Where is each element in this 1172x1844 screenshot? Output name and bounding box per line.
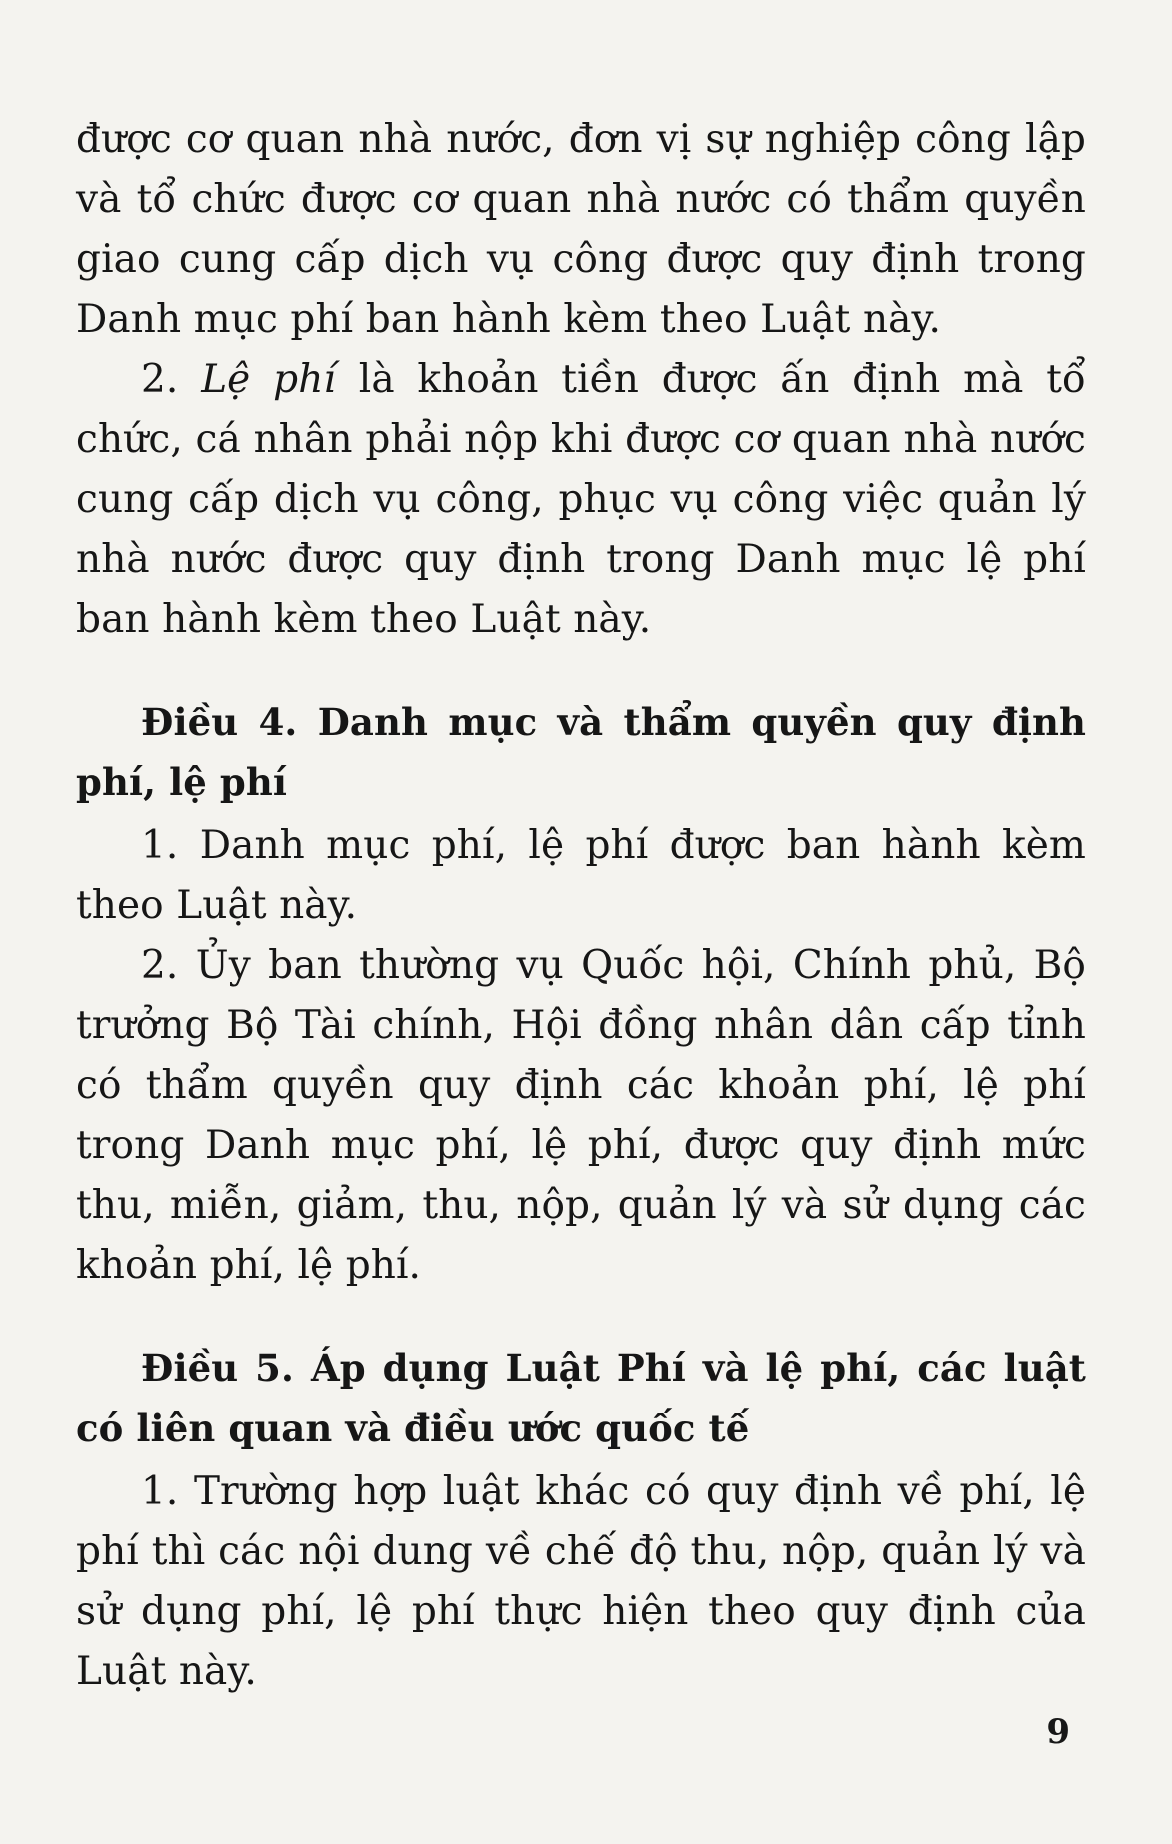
paragraph-le-phi-definition (76, 350, 1086, 650)
article-4-clause-1: 1. Danh mục phí, lệ phí được ban hành kèm theo Luật này. (76, 823, 1086, 928)
paragraph-continuation: được cơ quan nhà nước, đơn vị sự nghiệp công lập và tổ chức được cơ quan nhà nước có thẩm quyền giao cung cấp dịch vụ công được quy định trong Danh mục phí ban hành kèm theo Luật này. (76, 117, 1086, 342)
article-5-clause-1: 1. Trường hợp luật khác có quy định về phí, lệ phí thì các nội dung về chế độ thu, nộp, quản lý và sử dụng phí, lệ phí thực hiện theo quy định của Luật này. (76, 1469, 1086, 1694)
page-number: 9 (1046, 1712, 1070, 1752)
spacer (76, 1296, 1086, 1338)
page-text-body (76, 110, 1086, 1702)
defined-term: Lệ phí (201, 357, 336, 402)
article-5-heading: Điều 5. Áp dụng Luật Phí và lệ phí, các luật có liên quan và điều ước quốc tế (76, 1346, 1086, 1450)
clause-number: 2. (141, 357, 179, 402)
definition-text: là khoản tiền được ấn định mà tổ chức, cá nhân phải nộp khi được cơ quan nhà nước cung cấp dịch vụ công, phục vụ công việc quản lý nhà nước được quy định trong Danh mục lệ phí ban hành kèm theo Luật này. (76, 357, 1086, 642)
spacer (76, 650, 1086, 692)
article-4-heading: Điều 4. Danh mục và thẩm quyền quy định phí, lệ phí (76, 700, 1086, 804)
article-4-clause-2: 2. Ủy ban thường vụ Quốc hội, Chính phủ, Bộ trưởng Bộ Tài chính, Hội đồng nhân dân cấp tỉnh có thẩm quyền quy định các khoản phí, lệ phí trong Danh mục phí, lệ phí, được quy định mức thu, miễn, giảm, thu, nộp, quản lý và sử dụng các khoản phí, lệ phí. (76, 943, 1086, 1288)
